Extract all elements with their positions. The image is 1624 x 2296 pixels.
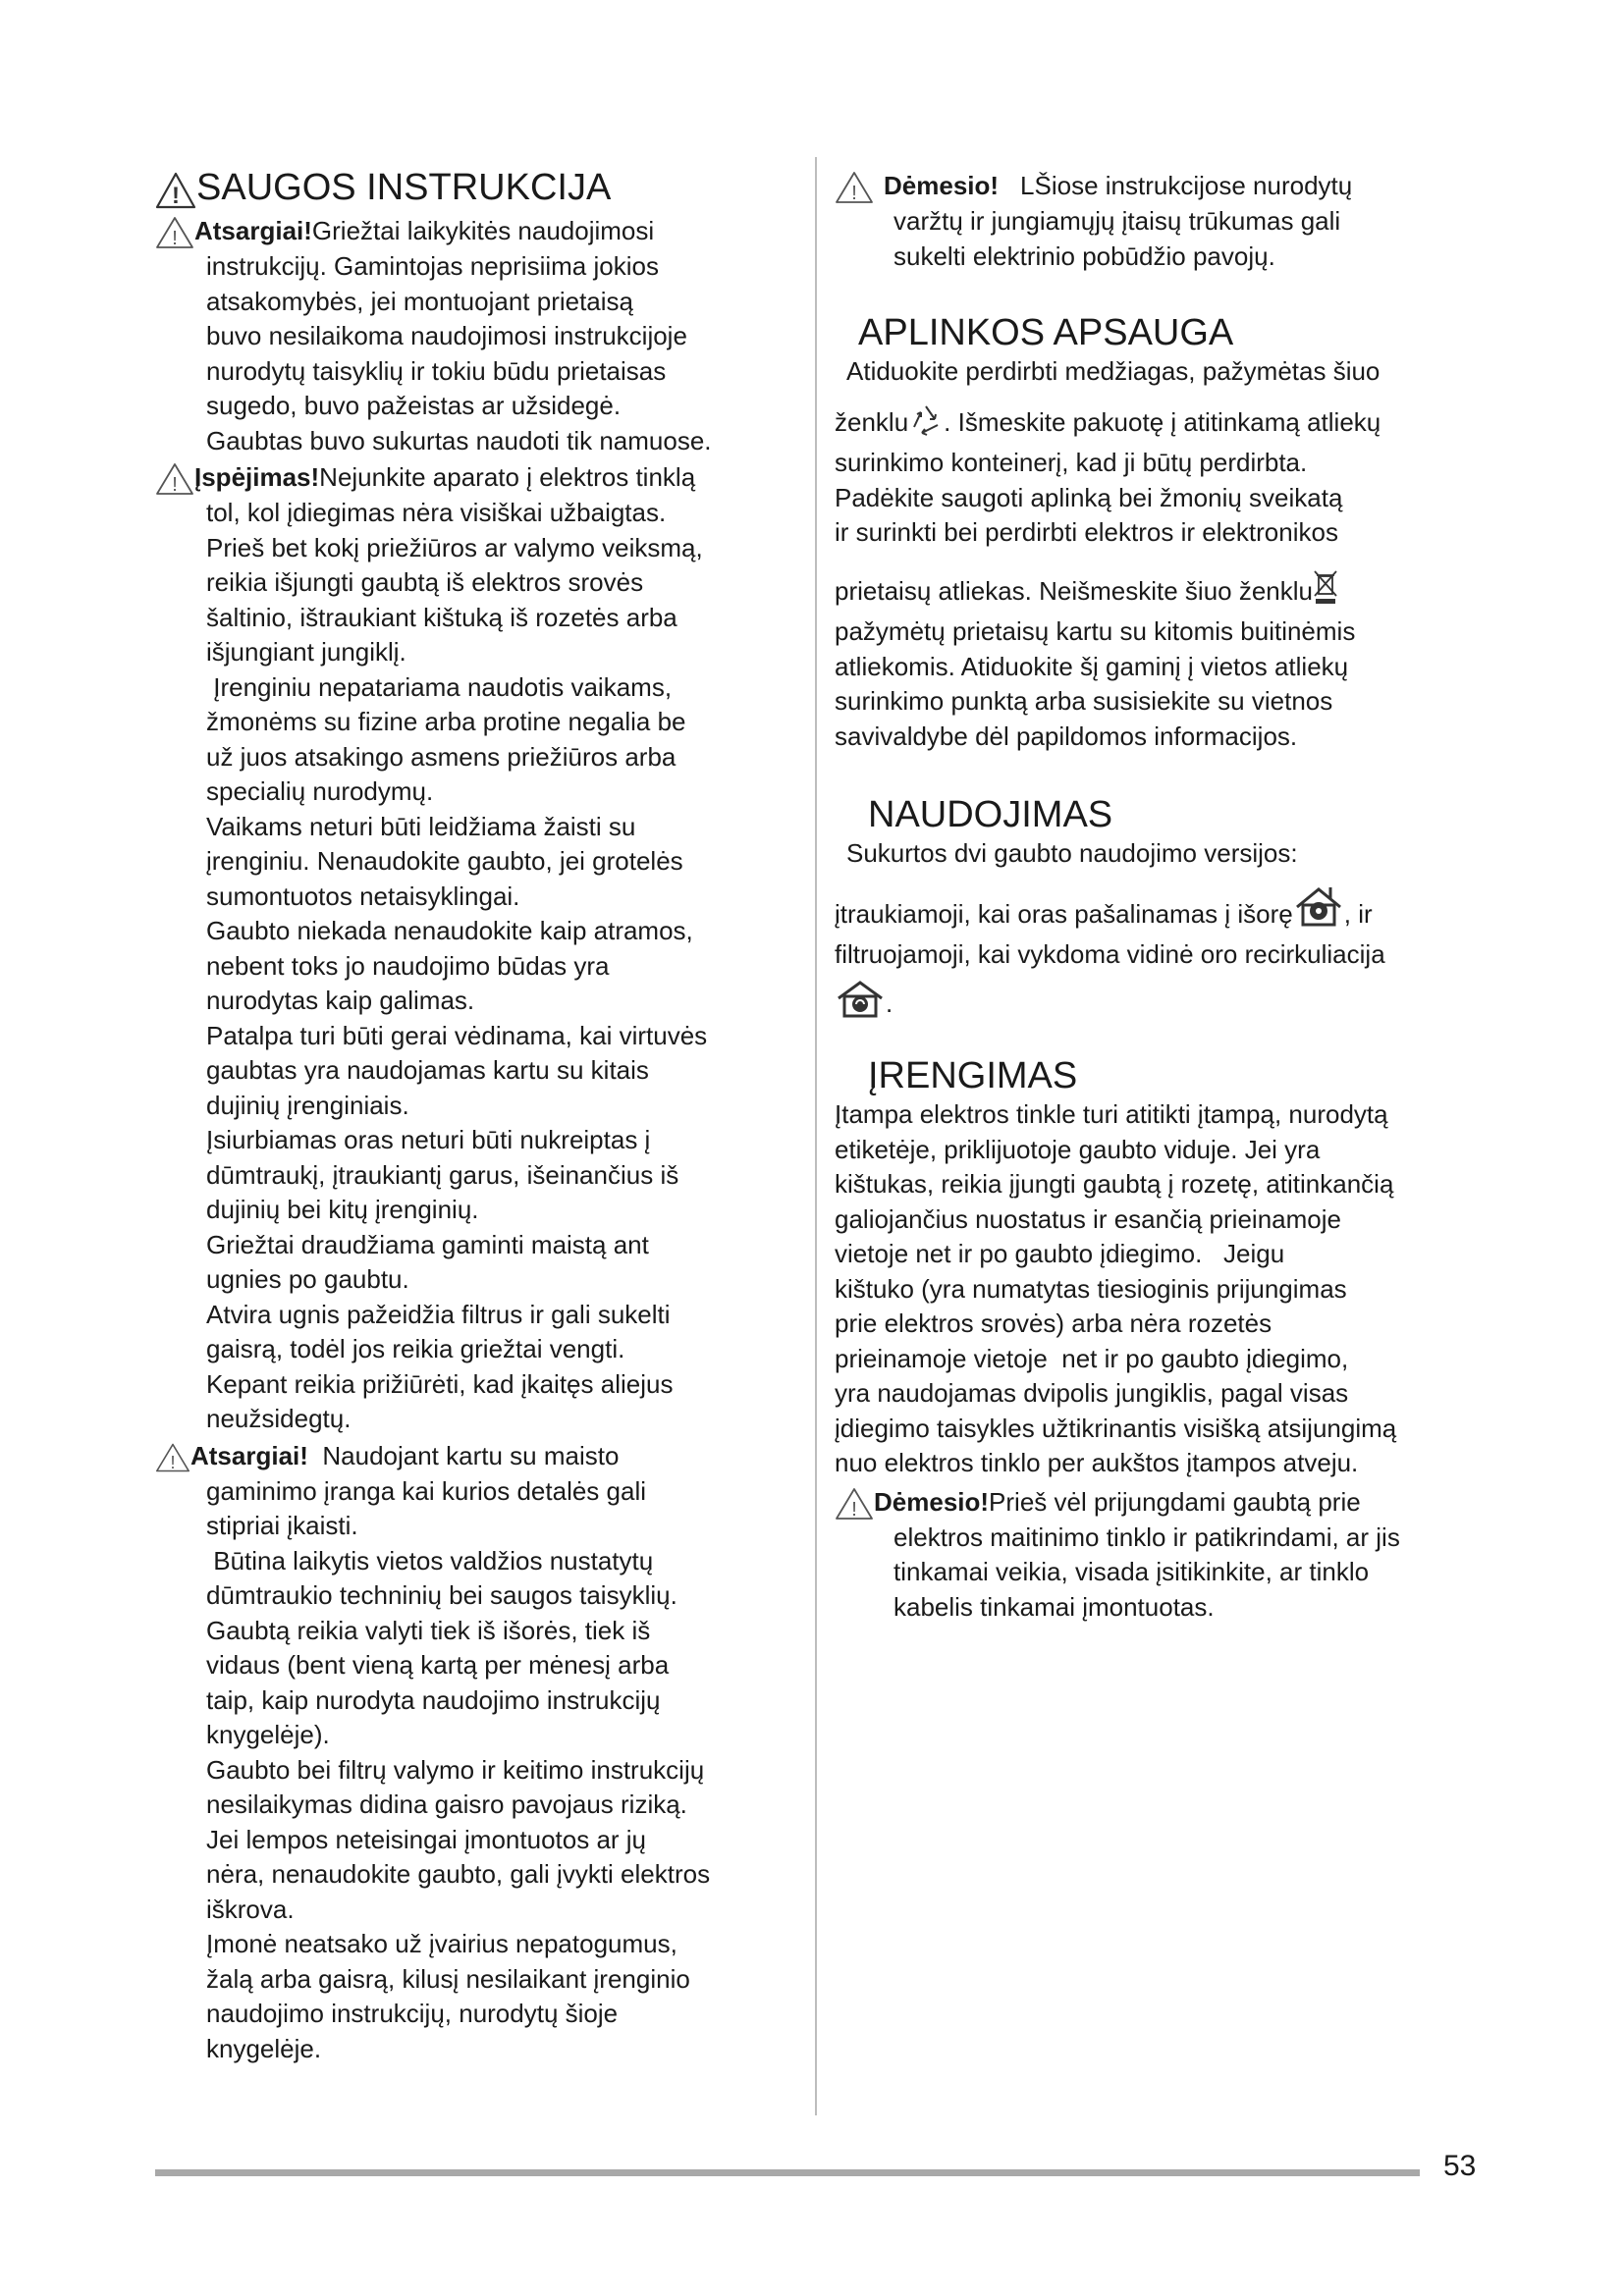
text-line: neužsidegtų.	[206, 1404, 352, 1433]
text-fragment: , ir	[1343, 898, 1373, 929]
svg-text:!: !	[172, 474, 178, 496]
text-line: elektros maitinimo tinklo ir patikrindami, ar jis	[893, 1522, 1400, 1552]
text-line: vietoje net ir po gaubto įdiegimo. Jeigu	[835, 1239, 1285, 1268]
text-line: nėra, nenaudokite gaubto, gali įvykti elektros	[206, 1859, 711, 1889]
caution-label: Atsargiai!	[190, 1440, 308, 1470]
column-divider	[815, 157, 817, 2115]
warning-label: Įspėjimas!	[194, 462, 320, 492]
svg-text:!: !	[170, 1452, 176, 1472]
warning-triangle-icon	[835, 1487, 874, 1521]
text-line: Įsiurbiamas oras neturi būti nukreiptas į	[206, 1125, 651, 1154]
text-line: Griežtai draudžiama gaminti maistą ant	[206, 1229, 649, 1259]
notice-text: Prieš vėl prijungdami gaubtą prie	[989, 1486, 1361, 1517]
text-line: prieinamoje vietoje net ir po gaubto įdiegimo,	[835, 1343, 1349, 1373]
caution-text: Griežtai laikykitės naudojimosi	[311, 216, 655, 245]
text-line: nesilaikymas didina gaisro pavojaus riziką.	[206, 1789, 687, 1819]
notice-text: LŠiose instrukcijose nurodytų	[1020, 171, 1353, 200]
caution-block-1	[155, 214, 793, 458]
text-line: prie elektros srovės) arba nėra rozetės	[835, 1308, 1272, 1338]
recycle-icon	[908, 403, 944, 447]
text-line: Vaikams neturi būti leidžiama žaisti su	[206, 811, 636, 841]
text-fragment: . Išmeskite pakuotę į atitinkamą atliekų	[944, 406, 1381, 437]
text-line: varžtų ir jungiamųjų įtaisų trūkumas gali	[893, 206, 1341, 236]
section-title-use: NAUDOJIMAS	[868, 794, 1113, 835]
text-line: vidaus (bent vieną kartą per mėnesį arba	[206, 1650, 670, 1680]
ducting-mode-icon	[1293, 885, 1344, 938]
notice-label: Dėmesio!	[874, 1486, 990, 1517]
text-line: Gaubtas buvo sukurtas naudoti tik namuose.	[206, 425, 712, 455]
section-environment	[835, 311, 1483, 754]
text-line: gaubtas yra naudojamas kartu su kitais	[206, 1055, 649, 1085]
text-line: išjungiant jungiklį.	[206, 637, 406, 667]
text-line: savivaldybe dėl papildomos informacijos.	[835, 721, 1298, 751]
text-line: surinkimo punktą arba susisiekite su vietnos	[835, 686, 1333, 716]
text-line: reikia išjungti gaubtą iš elektros srovės	[206, 567, 644, 597]
text-line: kabelis tinkamai įmontuotas.	[893, 1591, 1215, 1622]
text-line: knygelėje).	[206, 1720, 330, 1749]
text-line: knygelėje.	[206, 2033, 322, 2063]
svg-text:!: !	[172, 228, 178, 249]
text-line: atliekomis. Atiduokite šį gaminį į vietos atliekų	[835, 651, 1349, 681]
caution-block-2	[155, 1439, 793, 2067]
warning-block	[155, 460, 793, 1437]
text-line: iškrova.	[206, 1894, 295, 1924]
section-title-safety	[155, 165, 793, 210]
right-column	[835, 169, 1483, 1625]
text-line: sugedo, buvo pažeistas ar užsidegė.	[206, 391, 622, 420]
text-line: įrenginiu. Nenaudokite gaubto, jei grotelės	[206, 846, 683, 876]
text-line: žmonėms su fizine arba protine negalia be	[206, 707, 686, 736]
warning-triangle-icon	[155, 462, 194, 496]
caution-label: Atsargiai!	[194, 216, 312, 245]
text-line: gaisrą, todėl jos reikia griežtai vengti.	[206, 1334, 625, 1363]
warning-triangle-icon	[155, 216, 194, 249]
caution-text: Naudojant kartu su maisto	[307, 1440, 620, 1470]
recirculation-mode-icon	[835, 979, 886, 1028]
text-line: tinkamai veikia, visada įsitikinkite, ar tinklo	[893, 1557, 1370, 1586]
text-line: galiojančius nuostatus ir esančią prieinamoje	[835, 1203, 1341, 1234]
text-line: pažymėtų prietaisų kartu su kitomis buitinėmis	[835, 616, 1356, 646]
svg-text:!: !	[851, 1498, 857, 1521]
footer-rule	[155, 2169, 1420, 2176]
text-line: už juos atsakingo asmens priežiūros arba	[206, 741, 677, 772]
text-line: nurodytų taisyklių ir tokiu būdu prietaisas	[206, 355, 667, 386]
text-line: kištuko (yra numatytas tiesioginis prijungimas	[835, 1273, 1347, 1304]
section-use	[835, 793, 1483, 1027]
svg-text:!: !	[851, 183, 857, 204]
text-fragment: ženklu	[835, 406, 909, 437]
text-line: atsakomybės, jei montuojant prietaisą	[206, 286, 634, 316]
text-line: Įrenginiu nepatariama naudotis vaikams,	[206, 671, 673, 702]
text-line: šaltinio, ištraukiant kištuką iš rozetės arba	[206, 602, 677, 632]
section-title-install: ĮRENGIMAS	[868, 1055, 1078, 1096]
text-line: Patalpa turi būti gerai vėdinama, kai virtuvės	[206, 1020, 708, 1050]
notice-label: Dėmesio!	[884, 171, 1000, 200]
text-fragment: prietaisų atliekas. Neišmeskite šiuo ženklu	[835, 575, 1313, 606]
text-line: dujinių bei kitų įrenginių.	[206, 1195, 479, 1224]
text-line: etiketėje, priklijuotoje gaubto viduje. Jei yra	[835, 1134, 1321, 1164]
text-line: naudojimo instrukcijų, nurodytų šioje	[206, 1999, 619, 2028]
text-line: Kepant reikia prižiūrėti, kad įkaitęs aliejus	[206, 1368, 674, 1399]
text-line: sumontuotos netaisyklingai.	[206, 881, 520, 911]
text-line: Jei lempos neteisingai įmontuotos ar jų	[206, 1824, 647, 1854]
left-column	[155, 165, 793, 2066]
notice-block-screws	[835, 169, 1483, 274]
section-install	[835, 1054, 1483, 1625]
svg-text:!: !	[172, 183, 180, 209]
page-number: 53	[1443, 2150, 1477, 2182]
text-line: nebent toks jo naudojimo būdas yra	[206, 950, 610, 981]
text-line: surinkimo konteinerį, kad ji būtų perdirbta.	[835, 448, 1308, 477]
text-line: filtruojamoji, kai vykdoma vidinė oro recirkuliacija	[835, 939, 1385, 969]
text-line: kištukas, reikia įjungti gaubtą į rozetę, atitinkančią	[835, 1169, 1394, 1199]
text-line: ugnies po gaubtu.	[206, 1264, 409, 1294]
text-line: žalą arba gaisrą, kilusį nesilaikant įrenginio	[206, 1963, 690, 1994]
text-line: Padėkite saugoti aplinką bei žmonių sveikatą	[835, 482, 1343, 512]
text-line: dūmtraukio techninių bei saugos taisyklių.	[206, 1580, 677, 1610]
text-line: gaminimo įranga kai kurios detalės gali	[206, 1475, 647, 1506]
text-line: įdiegimo taisykles užtikrinantis visišką atsijungimą	[835, 1413, 1397, 1443]
warning-text: Nejunkite aparato į elektros tinklą	[319, 462, 696, 492]
warning-triangle-icon	[155, 1441, 190, 1474]
text-fragment: įtraukiamoji, kai oras pašalinamas į išorę	[835, 898, 1293, 929]
text-line: buvo nesilaikoma naudojimosi instrukcijoje	[206, 321, 687, 350]
text-line: instrukcijų. Gamintojas neprisiima jokios	[206, 251, 659, 281]
text-line: Gaubto bei filtrų valymo ir keitimo instrukcijų	[206, 1754, 705, 1785]
text-line: dūmtraukį, įtraukiantį garus, išeinančius iš	[206, 1159, 679, 1190]
crossed-bin-icon	[1313, 568, 1338, 615]
text-line: taip, kaip nurodyta naudojimo instrukcijų	[206, 1684, 661, 1715]
text-line: Prieš bet kokį priežiūros ar valymo veiksmą,	[206, 532, 703, 562]
text-line: yra naudojamas dvipolis jungiklis, pagal visas	[835, 1378, 1349, 1408]
text-line: specialių nurodymų.	[206, 776, 434, 806]
text-line: Atvira ugnis pažeidžia filtrus ir gali sukelti	[206, 1299, 671, 1329]
text-line: nuo elektros tinklo per aukštos įtampos atveju.	[835, 1448, 1359, 1477]
notice-block-reconnect	[835, 1485, 1483, 1626]
text-line: Sukurtos dvi gaubto naudojimo versijos:	[846, 838, 1298, 868]
text-line: Atiduokite perdirbti medžiagas, pažymėtas šiuo	[846, 356, 1380, 386]
section-title-text: SAUGOS INSTRUKCIJA	[196, 167, 612, 208]
text-line: ir surinkti bei perdirbti elektros ir elektronikos	[835, 517, 1338, 547]
text-line: tol, kol įdiegimas nėra visiškai užbaigtas.	[206, 498, 667, 527]
section-title-environment: APLINKOS APSAUGA	[858, 312, 1234, 353]
text-line: sukelti elektrinio pobūdžio pavojų.	[893, 240, 1275, 271]
text-line: nurodytas kaip galimas.	[206, 986, 475, 1015]
warning-triangle-icon	[835, 171, 874, 204]
text-line: stipriai įkaisti.	[206, 1511, 358, 1540]
warning-triangle-icon	[155, 171, 196, 210]
text-line: dujinių įrenginiais.	[206, 1090, 409, 1120]
text-line: Būtina laikytis vietos valdžios nustatytų	[206, 1545, 654, 1575]
text-line: Įtampa elektros tinkle turi atitikti įtampą, nurodytą	[835, 1099, 1388, 1129]
text-line: Gaubtą reikia valyti tiek iš išorės, tiek iš	[206, 1615, 651, 1645]
text-fragment: .	[886, 988, 893, 1018]
text-line: Įmonė neatsako už įvairius nepatogumus,	[206, 1929, 677, 1958]
text-line: Gaubto niekada nenaudokite kaip atramos,	[206, 916, 693, 945]
